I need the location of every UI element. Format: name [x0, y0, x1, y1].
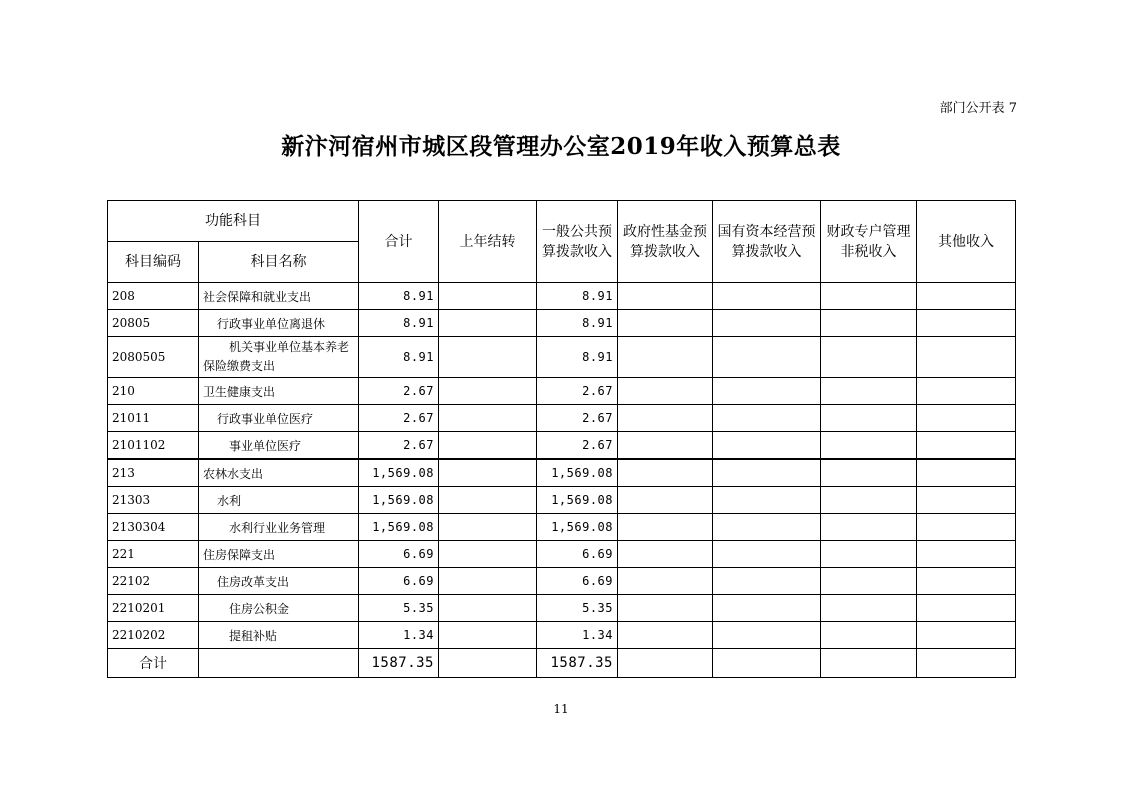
total-amount: 1587.35 — [359, 649, 439, 678]
header-name: 科目名称 — [199, 242, 359, 283]
row-code: 21011 — [108, 405, 199, 432]
row-code: 2101102 — [108, 432, 199, 460]
row-name: 提租补贴 — [199, 622, 359, 649]
row-code: 2210202 — [108, 622, 199, 649]
total-general: 1587.35 — [537, 649, 618, 678]
header-code: 科目编码 — [108, 242, 199, 283]
table-row — [108, 337, 1016, 378]
row-total: 1,569.08 — [359, 459, 439, 487]
row-code: 210 — [108, 378, 199, 405]
header-func-subject: 功能科目 — [108, 201, 359, 242]
row-code: 2130304 — [108, 514, 199, 541]
row-total: 2.67 — [359, 432, 439, 460]
row-name: 行政事业单位医疗 — [199, 405, 359, 432]
table-row — [108, 541, 1016, 568]
row-name: 机关事业单位基本养老保险缴费支出 — [199, 337, 359, 378]
row-name: 水利行业业务管理 — [199, 514, 359, 541]
row-name: 住房公积金 — [199, 595, 359, 622]
row-code: 21303 — [108, 487, 199, 514]
header-other: 其他收入 — [917, 201, 1016, 283]
row-code: 20805 — [108, 310, 199, 337]
row-total: 8.91 — [359, 310, 439, 337]
row-code: 208 — [108, 283, 199, 310]
table-row — [108, 283, 1016, 310]
table-row — [108, 405, 1016, 432]
row-total: 8.91 — [359, 283, 439, 310]
header-carryover: 上年结转 — [439, 201, 537, 283]
row-general: 8.91 — [537, 337, 618, 378]
budget-table — [107, 200, 1016, 678]
row-code: 2210201 — [108, 595, 199, 622]
row-name: 农林水支出 — [199, 459, 359, 487]
header-fiscal-nontax: 财政专户管理非税收入 — [821, 201, 917, 283]
row-general: 1,569.08 — [537, 487, 618, 514]
row-general: 6.69 — [537, 541, 618, 568]
row-total: 8.91 — [359, 337, 439, 378]
row-total: 6.69 — [359, 568, 439, 595]
table-row — [108, 514, 1016, 541]
row-name: 社会保障和就业支出 — [199, 283, 359, 310]
row-total: 2.67 — [359, 378, 439, 405]
row-general: 1,569.08 — [537, 459, 618, 487]
row-total: 1,569.08 — [359, 514, 439, 541]
header-general: 一般公共预算拨款收入 — [537, 201, 618, 283]
table-row — [108, 487, 1016, 514]
row-name: 住房保障支出 — [199, 541, 359, 568]
row-name: 行政事业单位离退休 — [199, 310, 359, 337]
row-code: 2080505 — [108, 337, 199, 378]
row-total: 2.67 — [359, 405, 439, 432]
table-row — [108, 310, 1016, 337]
table-row — [108, 432, 1016, 460]
row-general: 5.35 — [537, 595, 618, 622]
row-code: 213 — [108, 459, 199, 487]
row-name: 水利 — [199, 487, 359, 514]
row-general: 2.67 — [537, 432, 618, 460]
row-total: 5.35 — [359, 595, 439, 622]
row-general: 8.91 — [537, 310, 618, 337]
row-name: 卫生健康支出 — [199, 378, 359, 405]
row-code: 22102 — [108, 568, 199, 595]
row-name: 住房改革支出 — [199, 568, 359, 595]
row-general: 6.69 — [537, 568, 618, 595]
table-row — [108, 595, 1016, 622]
table-row — [108, 459, 1016, 487]
table-row — [108, 622, 1016, 649]
table-row — [108, 378, 1016, 405]
row-general: 1.34 — [537, 622, 618, 649]
row-name: 事业单位医疗 — [199, 432, 359, 460]
row-total: 1,569.08 — [359, 487, 439, 514]
page-title: 新汴河宿州市城区段管理办公室2019年收入预算总表 — [281, 133, 841, 160]
total-row — [108, 649, 1016, 678]
header-gov-fund: 政府性基金预算拨款收入 — [618, 201, 713, 283]
row-general: 2.67 — [537, 405, 618, 432]
table-row — [108, 568, 1016, 595]
row-total: 6.69 — [359, 541, 439, 568]
header-total: 合计 — [359, 201, 439, 283]
row-code: 221 — [108, 541, 199, 568]
header-state-capital: 国有资本经营预算拨款收入 — [713, 201, 821, 283]
total-label: 合计 — [108, 649, 199, 678]
page-number: 11 — [553, 702, 569, 716]
row-total: 1.34 — [359, 622, 439, 649]
row-general: 1,569.08 — [537, 514, 618, 541]
table-number: 部门公开表 7 — [939, 101, 1017, 116]
row-general: 8.91 — [537, 283, 618, 310]
row-general: 2.67 — [537, 378, 618, 405]
